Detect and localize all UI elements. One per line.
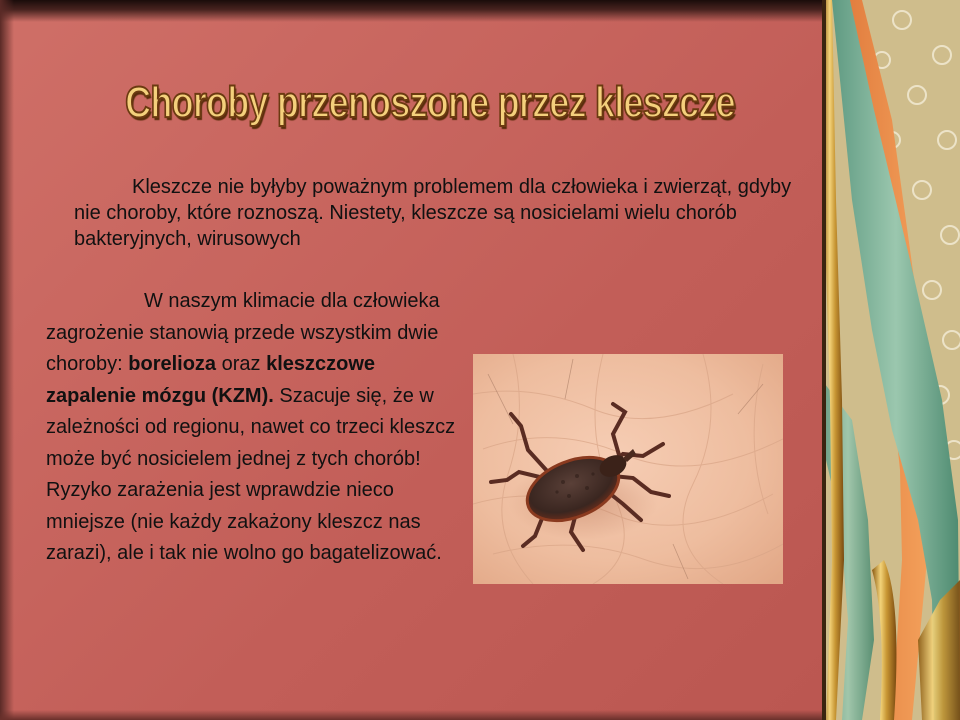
- left-shadow-band: [0, 0, 14, 720]
- disease-kzm: kleszczowe zapalenie mózgu (KZM).: [46, 353, 376, 407]
- tick-photo: [473, 354, 783, 584]
- slide-title: Choroby przenoszone przez kleszcze: [125, 78, 735, 127]
- main-paragraph-connector: oraz: [216, 353, 267, 375]
- disease-borelioza: borelioza: [128, 353, 217, 375]
- main-paragraph-rest: Szacuje się, że w zależności od regionu, nawet co trzeci kleszcz może być nosicielem jednej z tych chorób! Ryzyko zarażenia jest wprawdzie nieco mniejsze (nie każdy zakażony kleszcz nas zarazi), ale i tak nie wolno go bagatelizować.: [46, 384, 456, 564]
- intro-paragraph: Kleszcze nie byłyby poważnym problemem dla człowieka i zwierząt, gdyby nie choroby, które roznoszą. Niestety, kleszcze są nosicielami wielu chorób bakteryjnych, wirusowych: [74, 176, 792, 250]
- decorative-right-panel: [822, 0, 960, 720]
- main-paragraph-intro: W naszym klimacie dla człowieka zagrożenie stanowią przede wszystkim dwie choroby:: [46, 290, 440, 375]
- main-paragraph: [46, 286, 461, 570]
- bottom-shadow-band: [0, 710, 828, 720]
- top-shadow-band: [0, 0, 828, 22]
